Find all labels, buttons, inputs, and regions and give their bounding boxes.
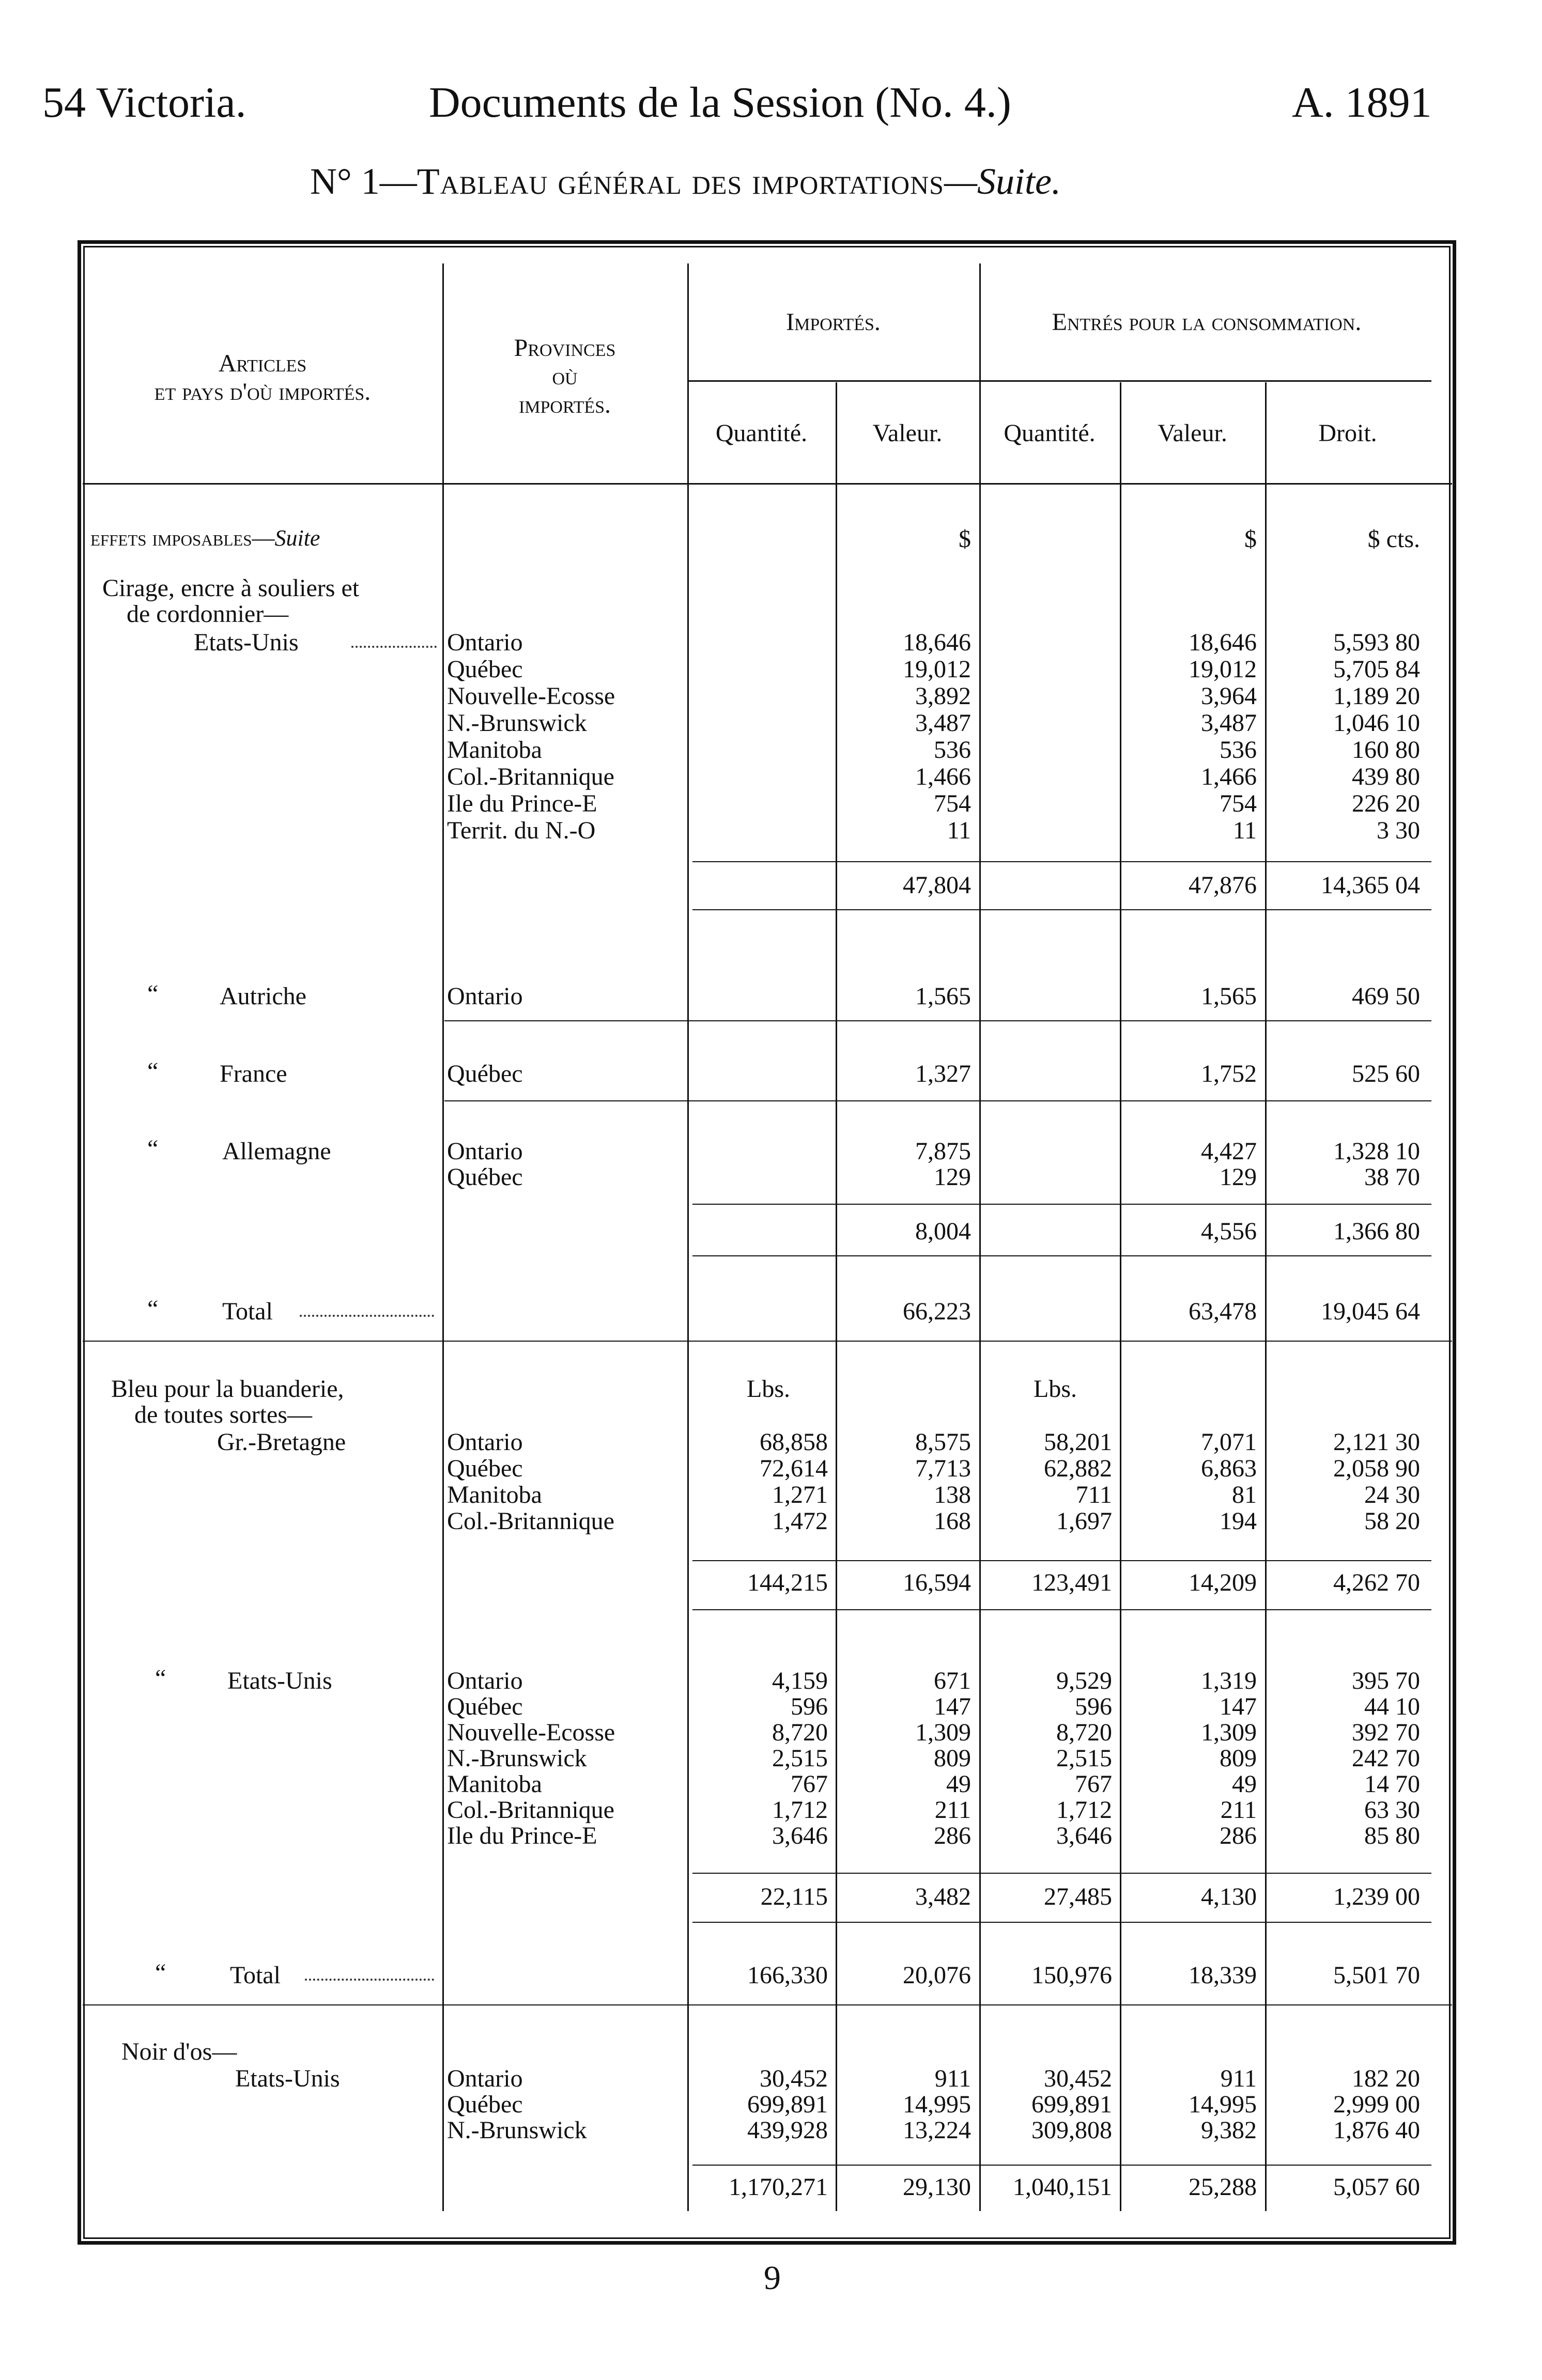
col-header-provinces-sub: importés. [518, 391, 611, 418]
province-label: Territ. du N.-O [447, 817, 596, 844]
col-rule [687, 263, 689, 2211]
province-label: Ile du Prince-E [447, 1822, 597, 1849]
country-label: Gr.-Bretagne [217, 1428, 346, 1456]
cell-v2: 25,288 [1189, 2173, 1257, 2201]
province-label: N.-Brunswick [447, 2117, 587, 2144]
header-rule [83, 483, 1452, 485]
cell-d: 44 10 [1364, 1693, 1420, 1720]
cell-d: 3 30 [1377, 817, 1420, 844]
cell-d: 2,999 00 [1333, 2091, 1420, 2118]
province-label: Nouvelle-Ecosse [447, 1719, 615, 1746]
cell-v: 49 [946, 1770, 971, 1798]
col-header-valeur: Valeur. [872, 419, 943, 447]
province-label: Québec [447, 2091, 523, 2118]
header-rule [687, 380, 1431, 382]
cell-v2: 3,964 [1201, 682, 1257, 710]
province-label: Nouvelle-Ecosse [447, 682, 615, 710]
group-title-noir: Noir d'os— [121, 2038, 237, 2065]
subtotal-rule [692, 1609, 1431, 1610]
cell-v2: 211 [1220, 1796, 1257, 1824]
cell-d: 160 80 [1352, 736, 1420, 764]
col-header-droit: Droit. [1318, 419, 1377, 447]
subtotal-rule [692, 1873, 1431, 1874]
cell-v2: 6,863 [1201, 1455, 1257, 1482]
unit-lbs-2: Lbs. [1034, 1375, 1077, 1403]
col-header-provinces: Provinces [514, 334, 616, 362]
header-center: Documents de la Session (No. 4.) [429, 79, 1011, 127]
cell-q2: 1,712 [1056, 1796, 1112, 1824]
group-title-bleu-2: de toutes sortes— [134, 1401, 312, 1428]
cell-v: 809 [934, 1745, 971, 1772]
cell-valeur-2: 1,565 [1201, 983, 1257, 1010]
group-title-bleu: Bleu pour la buanderie, [111, 1375, 344, 1403]
header-left: 54 Victoria. [42, 79, 246, 127]
cell-v2: 11 [1232, 817, 1257, 844]
cell-q: 8,720 [772, 1719, 828, 1746]
cell-d: 392 70 [1352, 1719, 1420, 1746]
province-label: Col.-Britannique [447, 1796, 614, 1824]
cell-q2: 309,808 [1031, 2117, 1112, 2144]
province-label: Col.-Britannique [447, 1507, 614, 1535]
cell-q2: 150,976 [1031, 1962, 1112, 1989]
province-label: Québec [447, 656, 523, 683]
cell-droit: 469 50 [1352, 983, 1420, 1010]
title-suite: —Suite. [944, 161, 1061, 202]
cell-v2: 194 [1220, 1507, 1257, 1535]
cell-q: 2,515 [772, 1745, 828, 1772]
cell-d: 63 30 [1364, 1796, 1420, 1824]
cell-d: 395 70 [1352, 1667, 1420, 1694]
cell-q2: 596 [1075, 1693, 1112, 1720]
ditto-mark: “ [147, 1057, 159, 1085]
cell-q2: 123,491 [1031, 1569, 1112, 1596]
cell-q: 1,472 [772, 1507, 828, 1535]
province-label: Ontario [447, 1138, 523, 1165]
cell-v: 7,713 [915, 1455, 971, 1482]
group-rule [83, 1341, 1452, 1342]
cell-q2: 711 [1075, 1481, 1112, 1508]
cell-v2: 286 [1220, 1822, 1257, 1849]
page-number: 9 [764, 2259, 781, 2297]
province-label: Manitoba [447, 1770, 542, 1798]
cell-valeur: 8,004 [915, 1218, 971, 1245]
subtotal-rule [692, 1204, 1431, 1205]
title-number: N° 1— [310, 161, 417, 202]
col-rule [836, 382, 837, 2211]
cell-v2: 3,487 [1201, 709, 1257, 737]
cell-q2: 1,040,151 [1013, 2173, 1112, 2201]
leader-dots [305, 1979, 434, 1981]
cell-v2: 14,995 [1189, 2091, 1257, 2118]
cell-q: 767 [791, 1770, 828, 1798]
subtotal-rule [692, 861, 1431, 862]
cell-v: 1,466 [915, 763, 971, 790]
cell-v2: 754 [1220, 790, 1257, 817]
cell-v2: 147 [1220, 1693, 1257, 1720]
cell-q: 3,646 [772, 1822, 828, 1849]
cell-droit: 19,045 64 [1321, 1298, 1420, 1325]
col-header-importes: Importés. [786, 308, 881, 336]
unit-droit: $ cts. [1367, 525, 1420, 553]
col-rule [1120, 382, 1121, 2211]
cell-d: 226 20 [1352, 790, 1420, 817]
cell-v: 671 [934, 1667, 971, 1694]
cell-v: 536 [934, 736, 971, 764]
cell-v: 3,482 [915, 1883, 971, 1910]
province-label: N.-Brunswick [447, 1745, 587, 1772]
cell-q2: 30,452 [1044, 2065, 1112, 2092]
cell-d: 1,189 20 [1333, 682, 1420, 710]
cell-valeur: 66,223 [903, 1298, 971, 1325]
cell-v: 1,309 [915, 1719, 971, 1746]
group-rule [83, 2004, 1452, 2005]
total-label: Total [230, 1962, 281, 1989]
cell-droit: 525 60 [1352, 1060, 1420, 1087]
cell-v: 7,875 [915, 1138, 971, 1165]
cell-v2: 911 [1220, 2065, 1257, 2092]
cell-d: 5,705 84 [1333, 656, 1420, 683]
subtotal-rule [692, 1255, 1431, 1256]
unit-valeur: $ [959, 525, 971, 553]
province-label: Québec [447, 1060, 523, 1087]
cell-d: 1,328 10 [1333, 1138, 1420, 1165]
cell-v2: 809 [1220, 1745, 1257, 1772]
cell-q2: 2,515 [1056, 1745, 1112, 1772]
cell-v2: 129 [1220, 1163, 1257, 1191]
cell-d: 4,262 70 [1333, 1569, 1420, 1596]
cell-v2: 18,646 [1189, 629, 1257, 656]
section-heading: effets imposables—Suite [90, 525, 320, 551]
cell-q2: 9,529 [1056, 1667, 1112, 1694]
cell-v2: 536 [1220, 736, 1257, 764]
cell-d: 58 20 [1364, 1507, 1420, 1535]
cell-q: 1,712 [772, 1796, 828, 1824]
unit-lbs: Lbs. [747, 1375, 790, 1403]
cell-valeur-2: 47,876 [1189, 872, 1257, 899]
province-label: Québec [447, 1693, 523, 1720]
province-label: Ontario [447, 1428, 523, 1456]
cell-q2: 1,697 [1056, 1507, 1112, 1535]
row-rule [444, 1020, 1431, 1021]
subtotal-rule [692, 1922, 1431, 1923]
group-title-cirage: Cirage, encre à souliers et [102, 574, 360, 602]
cell-d: 5,501 70 [1333, 1962, 1420, 1989]
cell-q2: 699,891 [1031, 2091, 1112, 2118]
cell-v: 18,646 [903, 629, 971, 656]
cell-v: 147 [934, 1693, 971, 1720]
cell-v: 168 [934, 1507, 971, 1535]
subtotal-rule [692, 1560, 1431, 1561]
cell-v2: 19,012 [1189, 656, 1257, 683]
col-rule [979, 263, 981, 2211]
total-label: Total [222, 1298, 273, 1325]
cell-v: 286 [934, 1822, 971, 1849]
leader-dots [300, 1315, 434, 1317]
cell-q: 144,215 [747, 1569, 828, 1596]
col-header-provinces-ou: où [552, 363, 578, 390]
cell-v: 911 [934, 2065, 971, 2092]
col-rule [1265, 382, 1267, 2211]
ditto-mark: “ [147, 1135, 159, 1162]
cell-d: 1,239 00 [1333, 1883, 1420, 1910]
col-header-entres: Entrés pour la consommation. [1052, 308, 1362, 336]
cell-q2: 62,882 [1044, 1455, 1112, 1482]
cell-q: 4,159 [772, 1667, 828, 1694]
cell-v2: 9,382 [1201, 2117, 1257, 2144]
cell-q: 68,858 [760, 1428, 828, 1456]
group-title-cirage-2: de cordonnier— [127, 600, 289, 628]
cell-q: 30,452 [760, 2065, 828, 2092]
cell-d: 242 70 [1352, 1745, 1420, 1772]
cell-q: 166,330 [747, 1962, 828, 1989]
country-label: Autriche [220, 983, 306, 1010]
cell-v: 8,575 [915, 1428, 971, 1456]
cell-v: 13,224 [903, 2117, 971, 2144]
cell-d: 14 70 [1364, 1770, 1420, 1798]
cell-d: 38 70 [1364, 1163, 1420, 1191]
cell-q: 699,891 [747, 2091, 828, 2118]
cell-q: 1,170,271 [729, 2173, 828, 2201]
cell-v2: 18,339 [1189, 1962, 1257, 1989]
cell-d: 24 30 [1364, 1481, 1420, 1508]
table-title [310, 160, 1061, 203]
cell-d: 2,058 90 [1333, 1455, 1420, 1482]
cell-valeur-2: 4,556 [1201, 1218, 1257, 1245]
cell-v2: 1,319 [1201, 1667, 1257, 1694]
cell-d: 5,057 60 [1333, 2173, 1420, 2201]
cell-v2: 81 [1232, 1481, 1257, 1508]
cell-valeur: 47,804 [903, 872, 971, 899]
cell-v2: 7,071 [1201, 1428, 1257, 1456]
cell-q: 22,115 [760, 1883, 828, 1910]
cell-v2: 1,466 [1201, 763, 1257, 790]
cell-d: 439 80 [1352, 763, 1420, 790]
ditto-mark: “ [155, 1959, 166, 1986]
cell-v2: 4,130 [1201, 1883, 1257, 1910]
country-label: Etats-Unis [227, 1667, 332, 1694]
cell-v: 138 [934, 1481, 971, 1508]
ditto-mark: “ [147, 980, 159, 1007]
cell-droit: 14,365 04 [1321, 872, 1420, 899]
province-label: Québec [447, 1163, 523, 1191]
cell-d: 1,876 40 [1333, 2117, 1420, 2144]
cell-v: 11 [947, 817, 971, 844]
cell-v2: 14,209 [1189, 1569, 1257, 1596]
ditto-mark: “ [155, 1665, 166, 1692]
province-label: Ontario [447, 629, 523, 656]
subtotal-rule [692, 2165, 1431, 2166]
cell-v: 19,012 [903, 656, 971, 683]
cell-q2: 3,646 [1056, 1822, 1112, 1849]
cell-q2: 58,201 [1044, 1428, 1112, 1456]
col-header-quantite: Quantité. [715, 419, 808, 447]
country-label: Allemagne [222, 1138, 331, 1165]
cell-v: 3,892 [915, 682, 971, 710]
cell-droit: 1,366 80 [1333, 1218, 1420, 1245]
ditto-mark: “ [147, 1295, 159, 1323]
cell-valeur: 1,565 [915, 983, 971, 1010]
col-header-quantite-2: Quantité. [1004, 419, 1096, 447]
cell-v: 211 [934, 1796, 971, 1824]
province-label: Manitoba [447, 736, 542, 764]
cell-valeur: 1,327 [915, 1060, 971, 1087]
row-rule [444, 1100, 1431, 1101]
cell-q2: 8,720 [1056, 1719, 1112, 1746]
province-label: Québec [447, 1455, 523, 1482]
unit-valeur-2: $ [1244, 525, 1257, 553]
cell-valeur-2: 1,752 [1201, 1060, 1257, 1087]
col-rule [442, 263, 444, 2211]
country-label: Etats-Unis [235, 2065, 340, 2092]
header-right: A. 1891 [1292, 79, 1432, 127]
cell-v2: 1,309 [1201, 1719, 1257, 1746]
cell-q2: 767 [1075, 1770, 1112, 1798]
cell-d: 182 20 [1352, 2065, 1420, 2092]
cell-d: 85 80 [1364, 1822, 1420, 1849]
cell-q: 439,928 [747, 2117, 828, 2144]
cell-d: 1,046 10 [1333, 709, 1420, 737]
cell-d: 5,593 80 [1333, 629, 1420, 656]
cell-v2: 4,427 [1201, 1138, 1257, 1165]
cell-v: 129 [934, 1163, 971, 1191]
cell-v2: 49 [1232, 1770, 1257, 1798]
col-header-articles-sub: et pays d'où importés. [154, 378, 371, 406]
country-label: Etats-Unis [194, 629, 299, 656]
country-label: France [220, 1060, 287, 1087]
subtotal-rule [692, 909, 1431, 910]
cell-v: 754 [934, 790, 971, 817]
province-label: Ontario [447, 1667, 523, 1694]
province-label: Col.-Britannique [447, 763, 614, 790]
province-label: Ile du Prince-E [447, 790, 597, 817]
cell-d: 2,121 30 [1333, 1428, 1420, 1456]
cell-v: 14,995 [903, 2091, 971, 2118]
col-header-articles: Articles [218, 350, 307, 377]
cell-v: 20,076 [903, 1962, 971, 1989]
col-header-valeur-2: Valeur. [1158, 419, 1227, 447]
province-label: N.-Brunswick [447, 709, 587, 737]
cell-v: 3,487 [915, 709, 971, 737]
cell-v: 16,594 [903, 1569, 971, 1596]
province-label: Manitoba [447, 1481, 542, 1508]
cell-q: 1,271 [772, 1481, 828, 1508]
leader-dots [351, 646, 437, 648]
title-main: Tableau général des importations [417, 161, 944, 202]
cell-q: 596 [791, 1693, 828, 1720]
province-label: Ontario [447, 2065, 523, 2092]
province-label: Ontario [447, 983, 523, 1010]
cell-v: 29,130 [903, 2173, 971, 2201]
cell-valeur-2: 63,478 [1189, 1298, 1257, 1325]
cell-q: 72,614 [760, 1455, 828, 1482]
cell-q2: 27,485 [1044, 1883, 1112, 1910]
